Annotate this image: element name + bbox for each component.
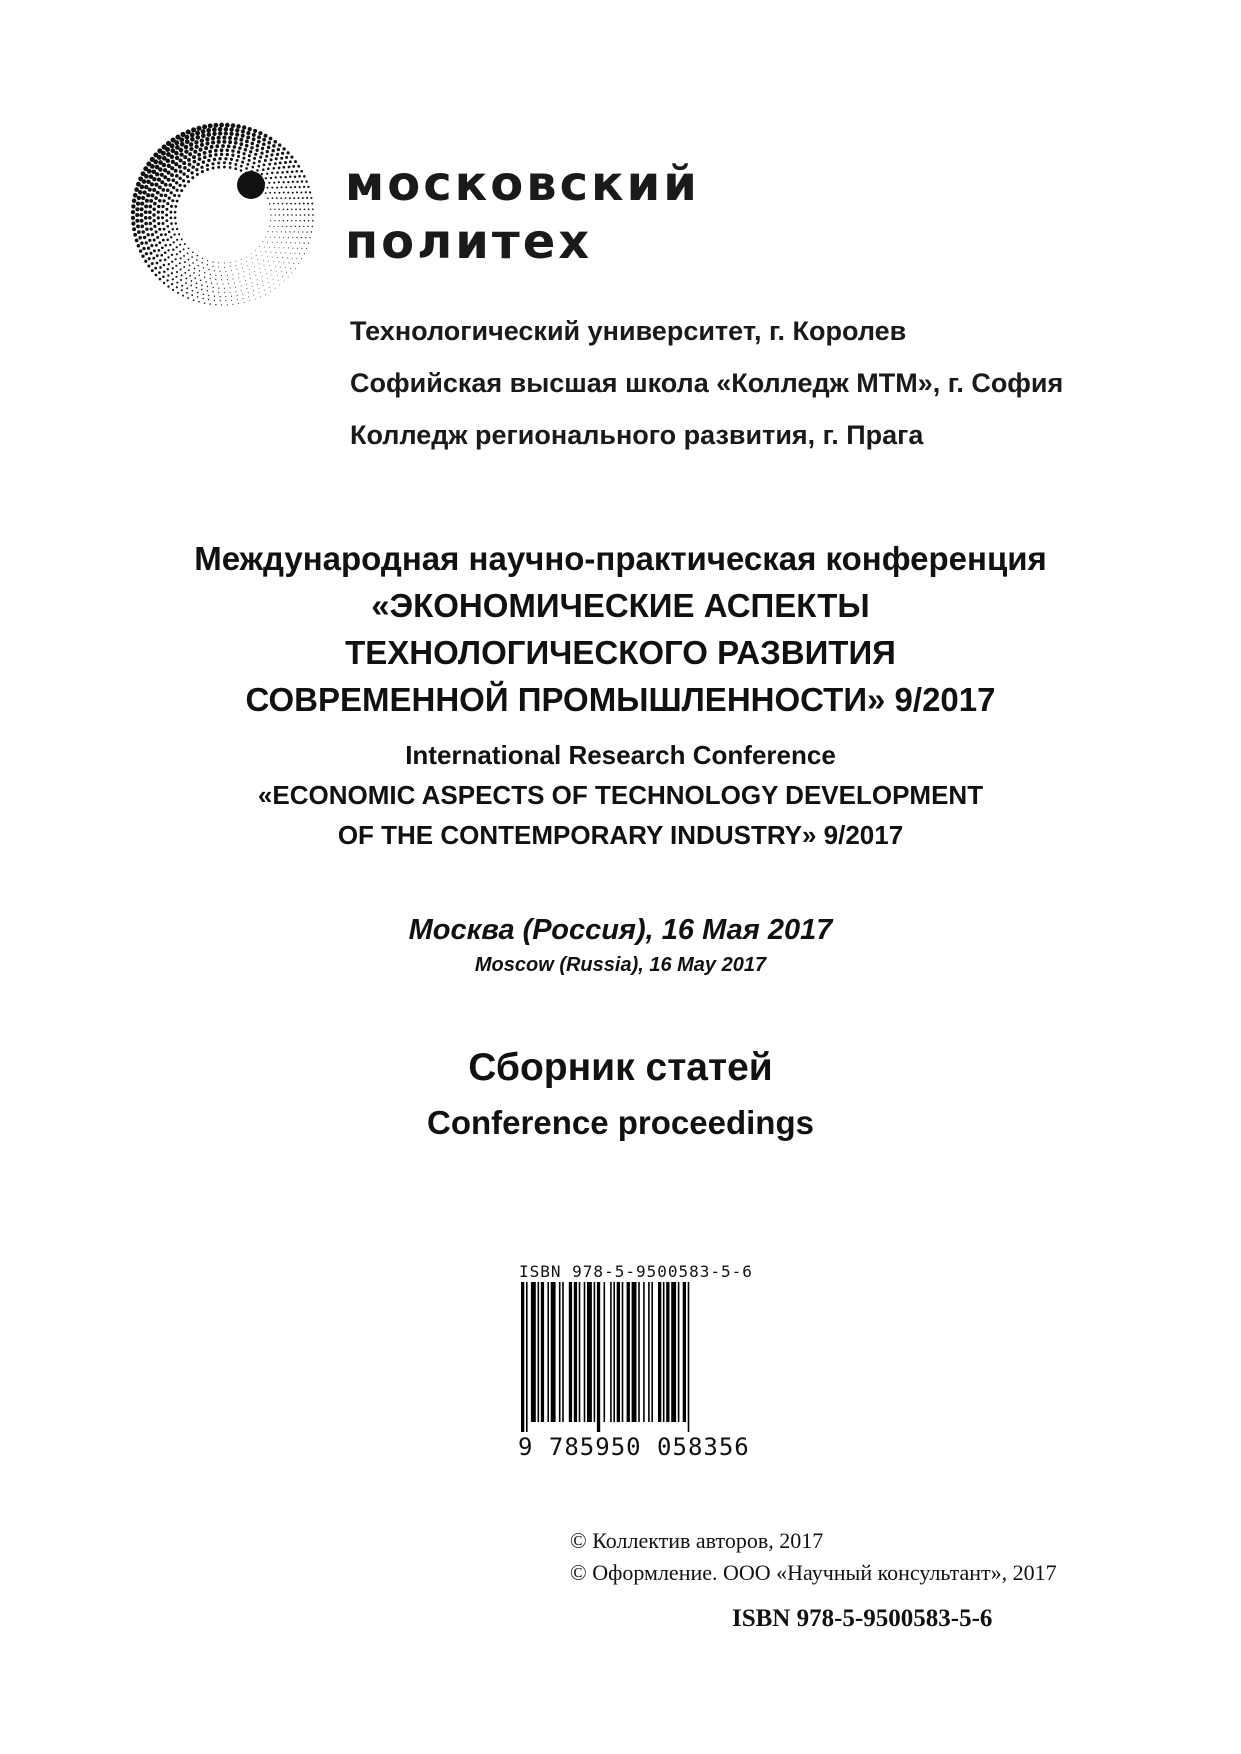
dotted-ring-logo-icon [128,120,318,310]
place-date-en: Moscow (Russia), 16 May 2017 [474,954,767,976]
organizer-1: Технологический университет, г. Королев [350,316,907,346]
conference-title-ru-line: «ЭКОНОМИЧЕСКИЕ АСПЕКТЫ [371,587,870,624]
organizer-2: Софийская высшая школа «Колледж МТМ», г. София [350,368,1064,398]
isbn-number: ISBN 978-5-9500583-5-6 [732,1605,993,1632]
conference-title-ru [0,535,1241,723]
conference-title-ru-line: ТЕХНОЛОГИЧЕСКОГО РАЗВИТИЯ [345,634,896,671]
conference-title-ru-line: Международная научно-практическая конференция [194,540,1047,577]
conference-title-en [0,735,1241,855]
organizers-list [350,305,1063,461]
collection-title-ru: Сборник статей [468,1046,773,1089]
copyright-line: © Оформление. ООО «Научный консультант», 2017 [570,1560,1057,1585]
conference-title-en-line: «ECONOMIC ASPECTS OF TECHNOLOGY DEVELOPMENT [257,780,984,810]
place-date-ru: Москва (Россия), 16 Мая 2017 [408,914,833,946]
organizer-3: Колледж регионального развития, г. Прага [350,420,924,450]
copyright-block [570,1525,1057,1589]
barcode-isbn-label: ISBN 978-5-9500583-5-6 [519,1262,753,1281]
conference-title-ru-line: СОВРЕМЕННОЙ ПРОМЫШЛЕННОСТИ» 9/2017 [245,681,996,718]
collection-title-en: Conference proceedings [427,1104,814,1141]
barcode-digits: 9 785950 058356 [518,1433,750,1461]
conference-title-en-line: International Research Conference [405,740,836,770]
brand-line-1: московский [345,156,700,212]
copyright-line: © Коллектив авторов, 2017 [570,1528,824,1553]
conference-title-en-line: OF THE CONTEMPORARY INDUSTRY» 9/2017 [337,820,904,850]
brand-name [345,155,700,271]
brand-line-2: политех [345,214,593,270]
